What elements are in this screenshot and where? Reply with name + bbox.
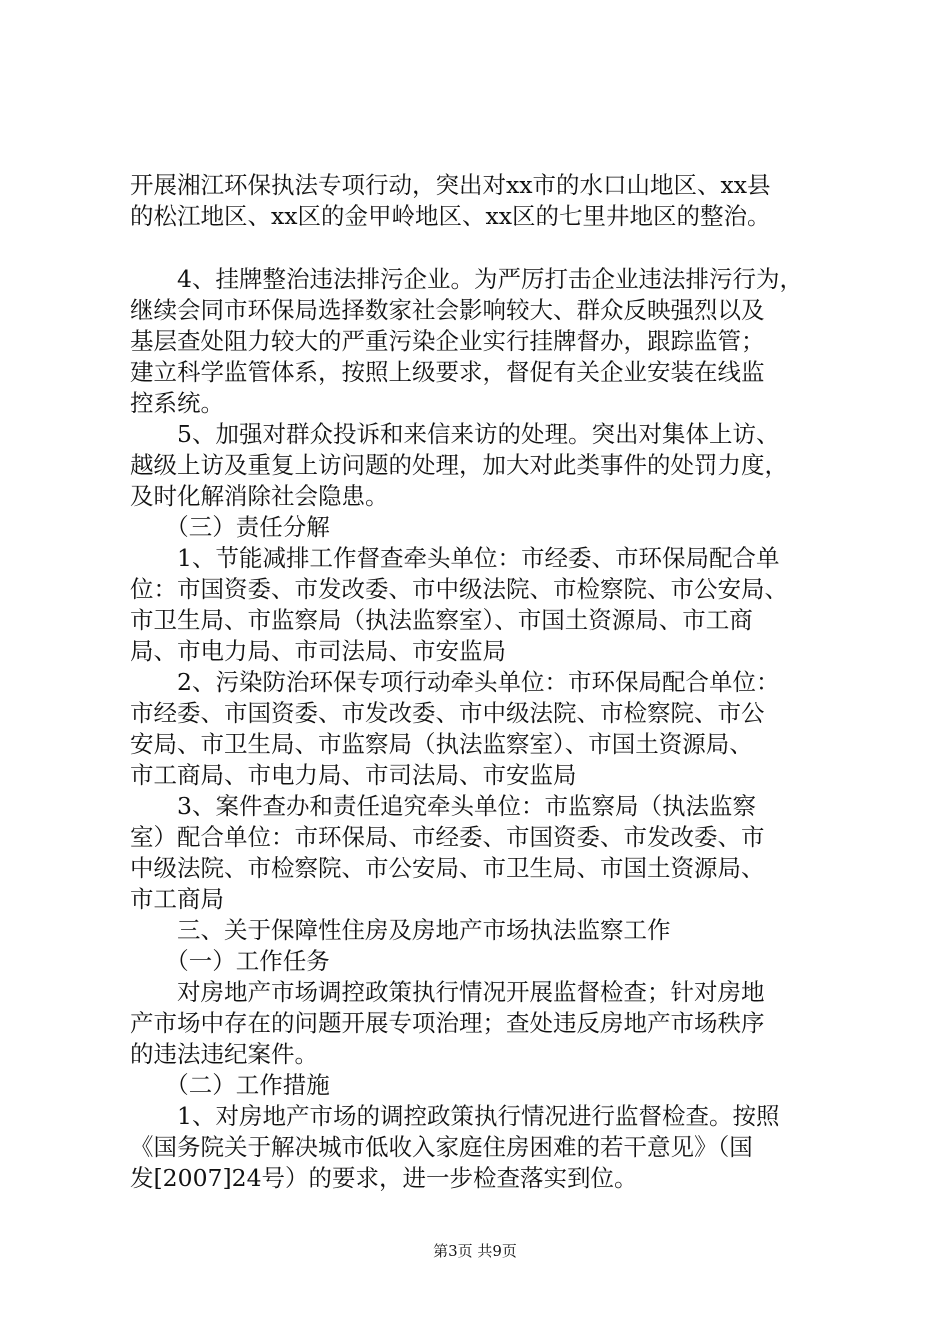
text-line: 安局、市卫生局、市监察局（执法监察室）、市国土资源局、: [130, 730, 753, 758]
text-line: 产市场中存在的问题开展专项治理；查处违反房地产市场秩序: [130, 1009, 765, 1037]
text-line: 控系统。: [130, 389, 224, 417]
text-line: 1、节能减排工作督查牵头单位：市经委、市环保局配合单: [130, 544, 780, 572]
text-line: 中级法院、市检察院、市公安局、市卫生局、市国土资源局、: [130, 854, 765, 882]
text-line: 3、案件查办和责任追究牵头单位：市监察局（执法监察: [130, 792, 756, 820]
text-line: 的松江地区、xx区的金甲岭地区、xx区的七里井地区的整治。: [130, 202, 771, 230]
text-line: 越级上访及重复上访问题的处理，加大对此类事件的处罚力度，: [130, 451, 788, 479]
section-heading: （三）责任分解: [130, 513, 330, 541]
text-line: 4、挂牌整治违法排污企业。为严厉打击企业违法排污行为，: [130, 265, 803, 293]
text-line: 及时化解消除社会隐患。: [130, 482, 389, 510]
text-line: 继续会同市环保局选择数家社会影响较大、群众反映强烈以及: [130, 296, 765, 324]
text-line: 的违法违纪案件。: [130, 1040, 318, 1068]
document-body: [130, 170, 835, 1194]
text-line: 位：市国资委、市发改委、市中级法院、市检察院、市公安局、: [130, 575, 788, 603]
page-number-footer: 第3页 共9页: [433, 1242, 517, 1260]
paragraph-gap: [130, 232, 835, 264]
text-line: 市经委、市国资委、市发改委、市中级法院、市检察院、市公: [130, 699, 765, 727]
text-line: 市卫生局、市监察局（执法监察室）、市国土资源局、市工商: [130, 606, 753, 634]
text-line: 局、市电力局、市司法局、市安监局: [130, 637, 506, 665]
text-line: 发[2007]24号）的要求，进一步检查落实到位。: [130, 1164, 638, 1192]
section-heading: 三、关于保障性住房及房地产市场执法监察工作: [130, 916, 671, 944]
text-line: 5、加强对群众投诉和来信来访的处理。突出对集体上访、: [130, 420, 780, 448]
text-line: 对房地产市场调控政策执行情况开展监督检查；针对房地: [130, 978, 765, 1006]
text-line: 基层查处阻力较大的严重污染企业实行挂牌督办，跟踪监管；: [130, 327, 765, 355]
text-line: 开展湘江环保执法专项行动，突出对xx市的水口山地区、xx县: [130, 171, 771, 199]
text-line: 室）配合单位：市环保局、市经委、市国资委、市发改委、市: [130, 823, 765, 851]
text-line: 1、对房地产市场的调控政策执行情况进行监督检查。按照: [130, 1102, 780, 1130]
section-heading: （二）工作措施: [130, 1071, 330, 1099]
text-line: 建立科学监管体系，按照上级要求，督促有关企业安装在线监: [130, 358, 765, 386]
section-heading: （一）工作任务: [130, 947, 330, 975]
text-line: 市工商局: [130, 885, 224, 913]
text-line: 《国务院关于解决城市低收入家庭住房困难的若干意见》（国: [130, 1133, 753, 1161]
text-line: 2、污染防治环保专项行动牵头单位：市环保局配合单位：: [130, 668, 780, 696]
text-line: 市工商局、市电力局、市司法局、市安监局: [130, 761, 577, 789]
